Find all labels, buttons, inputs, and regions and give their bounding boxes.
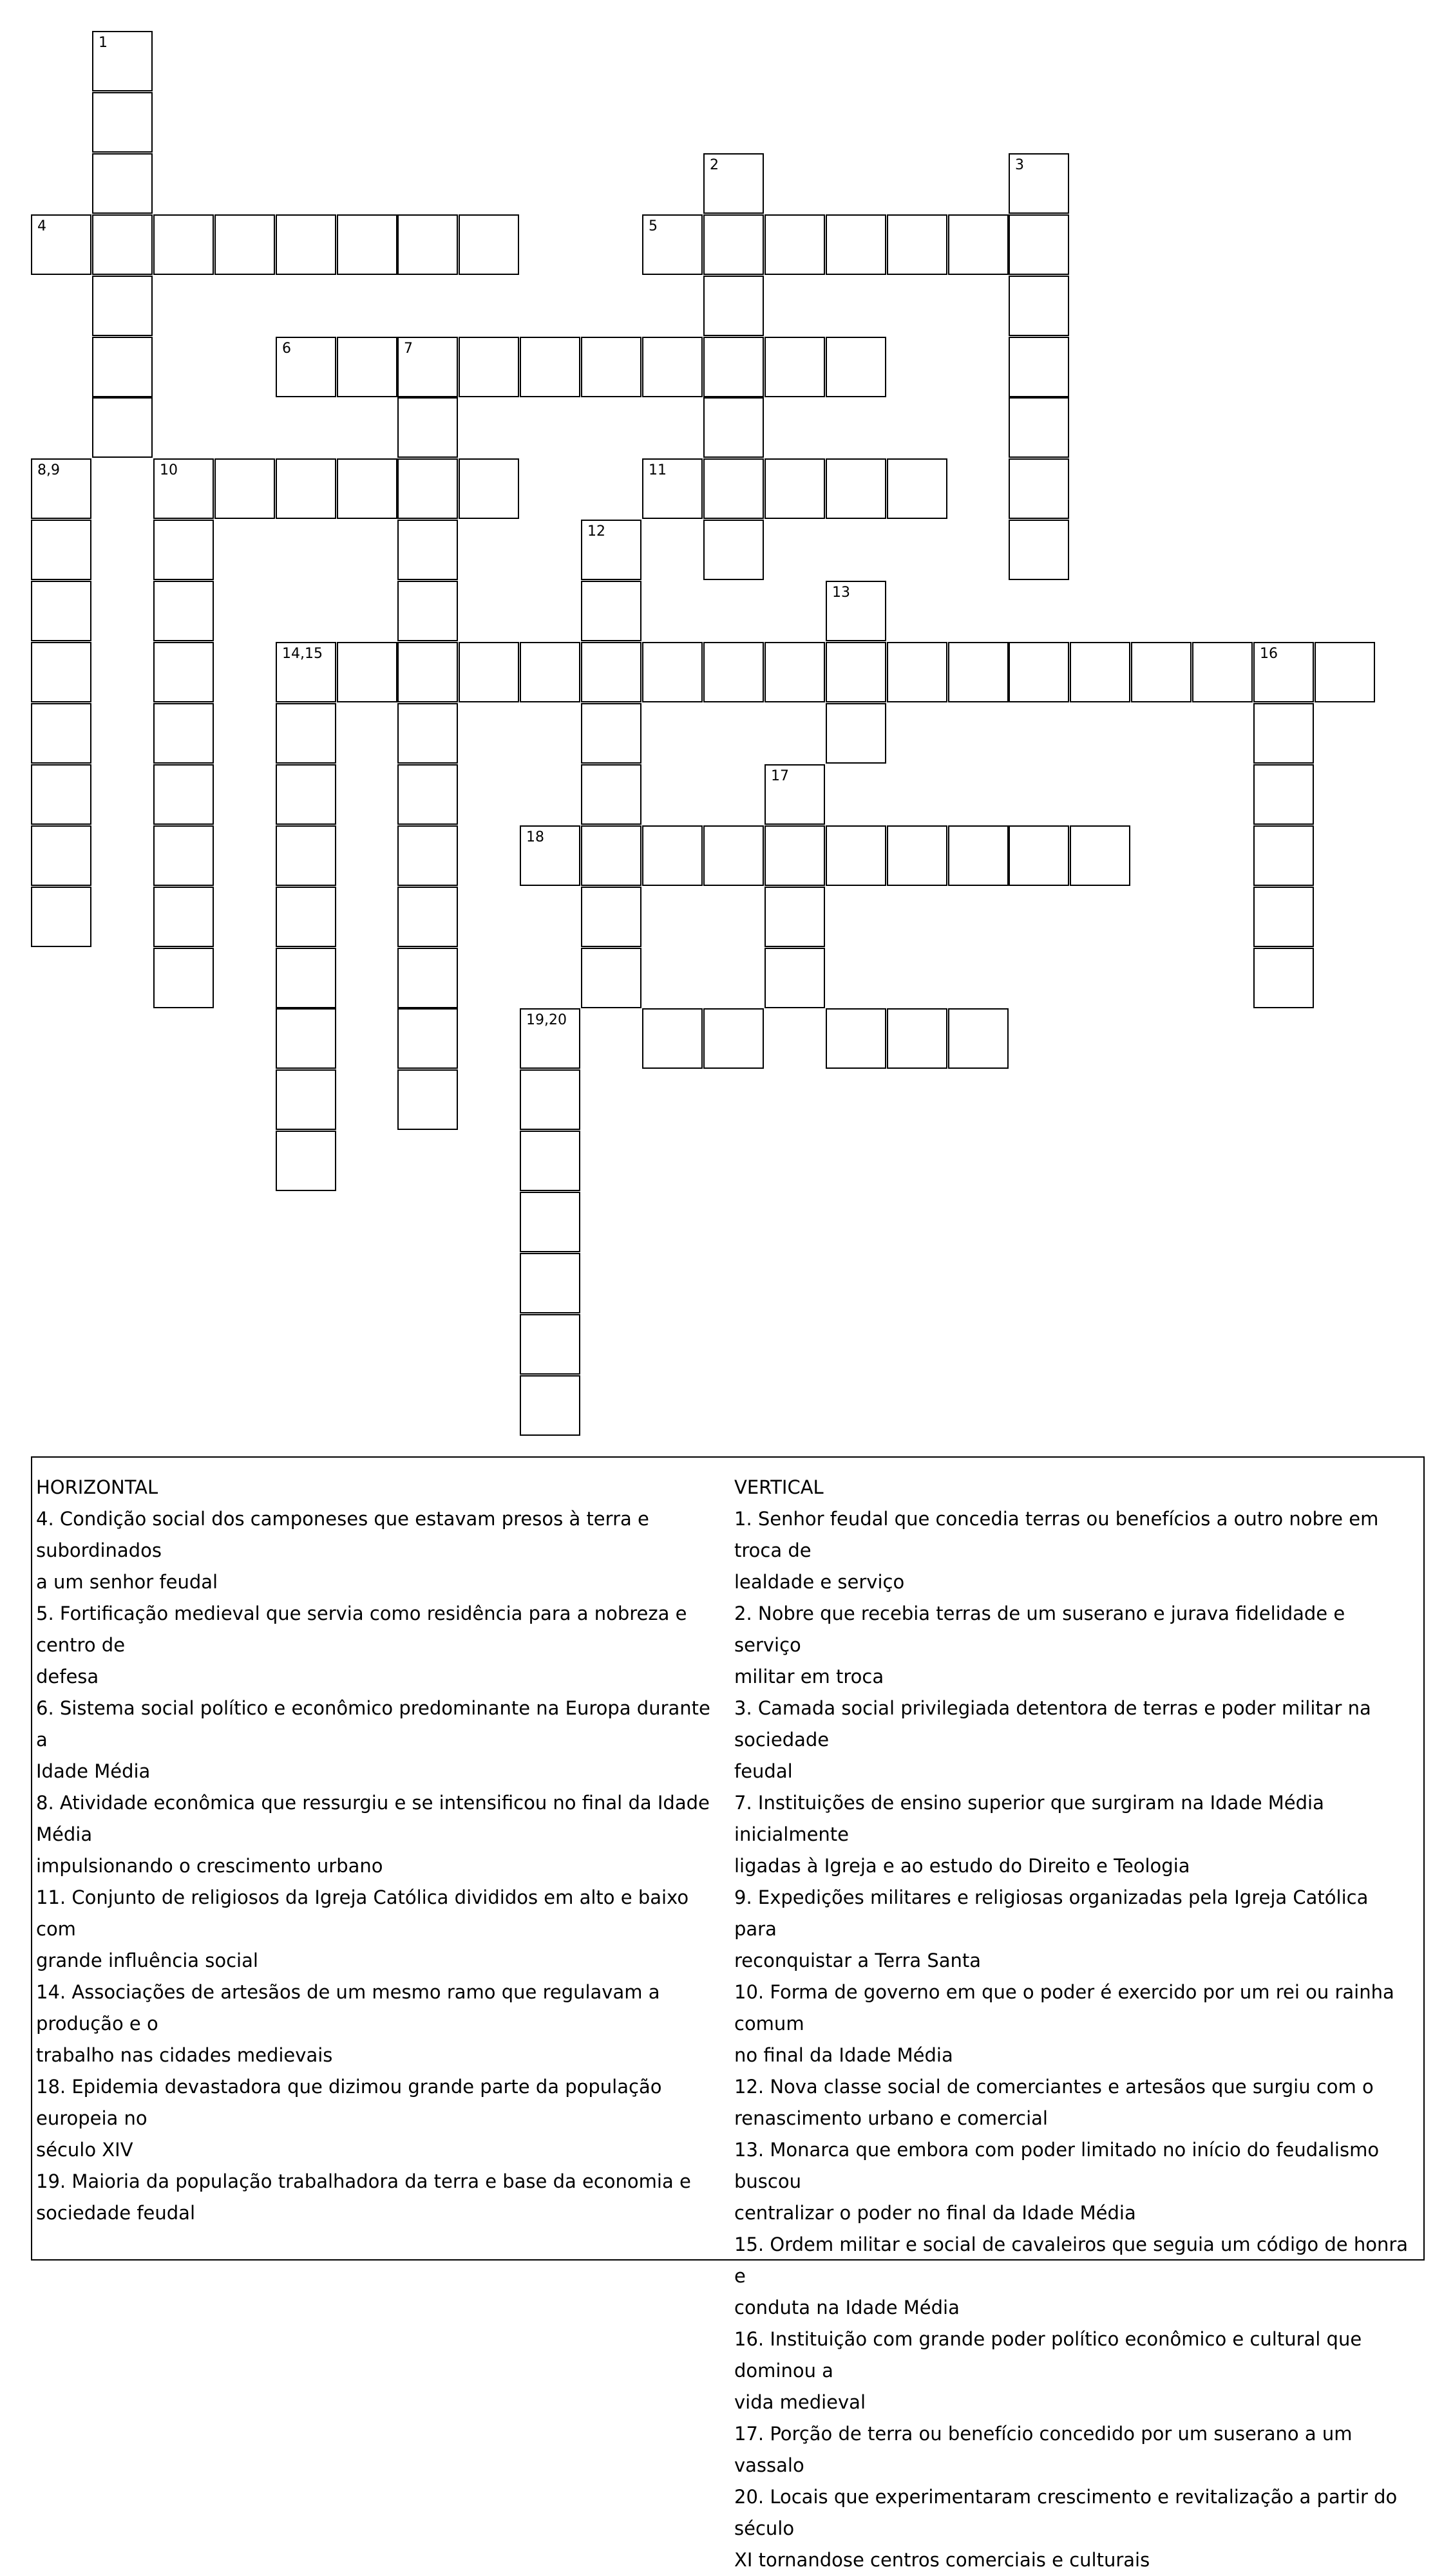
crossword-cell[interactable] xyxy=(642,642,703,702)
crossword-cell[interactable] xyxy=(764,825,825,886)
crossword-cell[interactable] xyxy=(764,948,825,1008)
clue-line: 10. Forma de governo em que o poder é exercido por um rei ou rainha comum xyxy=(734,1981,1394,2035)
crossword-cell[interactable] xyxy=(764,337,825,397)
crossword-cell[interactable] xyxy=(397,703,458,764)
crossword-cell[interactable] xyxy=(92,276,153,336)
clue-number: 4 xyxy=(37,218,46,234)
crossword-cell[interactable] xyxy=(1253,642,1314,702)
crossword-cell[interactable] xyxy=(703,276,764,336)
crossword-cell[interactable] xyxy=(459,214,519,275)
crossword-cell[interactable] xyxy=(1253,887,1314,947)
crossword-cell[interactable] xyxy=(276,764,336,825)
clue-line: centralizar o poder no final da Idade Média xyxy=(734,2202,1136,2224)
crossword-cell[interactable] xyxy=(276,703,336,764)
crossword-cell[interactable] xyxy=(92,92,153,153)
crossword-cell[interactable] xyxy=(153,520,214,580)
clue-number: 16 xyxy=(1260,646,1278,662)
crossword-cell[interactable] xyxy=(92,153,153,214)
crossword-cell[interactable] xyxy=(703,825,764,886)
crossword-cell[interactable] xyxy=(887,458,947,519)
clue-number: 17 xyxy=(771,768,789,784)
clue-line: grande influência social xyxy=(36,1950,258,1971)
clue-number: 5 xyxy=(649,218,658,234)
crossword-cell[interactable] xyxy=(31,825,91,886)
crossword-cell[interactable] xyxy=(520,1253,580,1313)
crossword-cell[interactable] xyxy=(826,214,886,275)
crossword-cell[interactable] xyxy=(520,1008,580,1069)
crossword-cell[interactable] xyxy=(887,1008,947,1069)
crossword-cell[interactable] xyxy=(276,642,336,702)
crossword-cell[interactable] xyxy=(397,642,458,702)
crossword-cell[interactable] xyxy=(214,458,275,519)
crossword-cell[interactable] xyxy=(581,642,641,702)
clue-line: 6. Sistema social político e econômico predominante na Europa durante a xyxy=(36,1697,710,1751)
crossword-cell[interactable] xyxy=(581,520,641,580)
clue-line: no final da Idade Média xyxy=(734,2044,953,2066)
crossword-cell[interactable] xyxy=(397,458,458,519)
crossword-cell[interactable] xyxy=(214,214,275,275)
crossword-cell[interactable] xyxy=(276,825,336,886)
clue-line: lealdade e serviço xyxy=(734,1571,905,1593)
crossword-cell[interactable] xyxy=(92,337,153,397)
crossword-cell[interactable] xyxy=(153,214,214,275)
crossword-cell[interactable] xyxy=(153,825,214,886)
clue-number: 8,9 xyxy=(37,462,60,478)
crossword-cell[interactable] xyxy=(642,214,703,275)
crossword-cell[interactable] xyxy=(397,825,458,886)
clue-line: século XIV xyxy=(36,2139,133,2161)
clue-line: militar em troca xyxy=(734,1666,884,1688)
crossword-cell[interactable] xyxy=(1253,764,1314,825)
crossword-cell[interactable] xyxy=(153,703,214,764)
crossword-cell[interactable] xyxy=(397,764,458,825)
crossword-cell[interactable] xyxy=(397,948,458,1008)
clue-line: 2. Nobre que recebia terras de um suserano e jurava fidelidade e serviço xyxy=(734,1603,1345,1656)
crossword-cell[interactable] xyxy=(276,948,336,1008)
clue-number: 6 xyxy=(282,341,291,357)
crossword-cell[interactable] xyxy=(31,581,91,641)
clue-line: 12. Nova classe social de comerciantes e artesãos que surgiu com o xyxy=(734,2076,1374,2098)
vertical-clues xyxy=(734,1472,1410,2576)
crossword-cell[interactable] xyxy=(703,153,764,214)
crossword-cell[interactable] xyxy=(520,337,580,397)
crossword-cell[interactable] xyxy=(642,458,703,519)
crossword-cell[interactable] xyxy=(826,703,886,764)
clue-line: 17. Porção de terra ou benefício concedido por um suserano a um vassalo xyxy=(734,2423,1353,2476)
clue-line: vida medieval xyxy=(734,2391,866,2413)
crossword-cell[interactable] xyxy=(397,397,458,458)
crossword-cell[interactable] xyxy=(520,1192,580,1252)
crossword-cell[interactable] xyxy=(31,764,91,825)
crossword-cell[interactable] xyxy=(948,214,1009,275)
crossword-cell[interactable] xyxy=(1009,337,1069,397)
crossword-cell[interactable] xyxy=(397,1069,458,1130)
crossword-cell[interactable] xyxy=(703,337,764,397)
clue-line: 15. Ordem militar e social de cavaleiros que seguia um código de honra e xyxy=(734,2233,1409,2287)
crossword-cell[interactable] xyxy=(826,642,886,702)
crossword-cell[interactable] xyxy=(1009,214,1069,275)
clue-line: trabalho nas cidades medievais xyxy=(36,2044,333,2066)
crossword-cell[interactable] xyxy=(92,397,153,458)
crossword-cell[interactable] xyxy=(153,458,214,519)
crossword-cell[interactable] xyxy=(31,214,91,275)
crossword-cell[interactable] xyxy=(520,1069,580,1130)
crossword-cell[interactable] xyxy=(948,642,1009,702)
crossword-cell[interactable] xyxy=(337,214,397,275)
crossword-cell[interactable] xyxy=(948,1008,1009,1069)
crossword-cell[interactable] xyxy=(397,520,458,580)
clue-number: 7 xyxy=(404,341,413,357)
crossword-cell[interactable] xyxy=(581,825,641,886)
crossword-cell[interactable] xyxy=(581,337,641,397)
crossword-cell[interactable] xyxy=(764,458,825,519)
crossword-cell[interactable] xyxy=(153,764,214,825)
clue-line: XI tornandose centros comerciais e culturais xyxy=(734,2549,1150,2571)
horizontal-heading: HORIZONTAL xyxy=(36,1476,158,1498)
clue-line: 18. Epidemia devastadora que dizimou grande parte da população europeia no xyxy=(36,2076,662,2129)
crossword-cell[interactable] xyxy=(764,887,825,947)
clue-line: impulsionando o crescimento urbano xyxy=(36,1855,383,1877)
clue-line: a um senhor feudal xyxy=(36,1571,218,1593)
crossword-cell[interactable] xyxy=(581,703,641,764)
crossword-cell[interactable] xyxy=(887,642,947,702)
crossword-cell[interactable] xyxy=(1009,458,1069,519)
clue-line: feudal xyxy=(734,1760,793,1782)
clue-number: 12 xyxy=(587,523,605,540)
crossword-cell[interactable] xyxy=(1192,642,1253,702)
crossword-cell[interactable] xyxy=(1253,948,1314,1008)
crossword-cell[interactable] xyxy=(92,214,153,275)
clue-line: 4. Condição social dos camponeses que estavam presos à terra e subordinados xyxy=(36,1508,649,1561)
crossword-cell[interactable] xyxy=(520,1375,580,1436)
crossword-cell[interactable] xyxy=(887,214,947,275)
crossword-cell[interactable] xyxy=(153,642,214,702)
crossword-cell[interactable] xyxy=(1009,153,1069,214)
crossword-cell[interactable] xyxy=(1009,825,1069,886)
crossword-cell[interactable] xyxy=(337,642,397,702)
clue-line: 19. Maioria da população trabalhadora da terra e base da economia e xyxy=(36,2170,691,2192)
crossword-cell[interactable] xyxy=(764,642,825,702)
crossword-cell[interactable] xyxy=(520,1314,580,1375)
clue-line: 20. Locais que experimentaram crescimento e revitalização a partir do século xyxy=(734,2486,1398,2539)
crossword-cell[interactable] xyxy=(703,214,764,275)
clue-line: 5. Fortificação medieval que servia como residência para a nobreza e centro de xyxy=(36,1603,687,1656)
crossword-cell[interactable] xyxy=(764,214,825,275)
crossword-cell[interactable] xyxy=(31,703,91,764)
crossword-cell[interactable] xyxy=(642,1008,703,1069)
clue-line: 3. Camada social privilegiada detentora de terras e poder militar na sociedade xyxy=(734,1697,1371,1751)
crossword-cell[interactable] xyxy=(703,642,764,702)
clue-number: 1 xyxy=(99,35,108,51)
crossword-cell[interactable] xyxy=(581,581,641,641)
crossword-cell[interactable] xyxy=(276,1008,336,1069)
clue-line: 9. Expedições militares e religiosas organizadas pela Igreja Católica para xyxy=(734,1886,1369,1940)
crossword-cell[interactable] xyxy=(887,825,947,886)
crossword-cell[interactable] xyxy=(337,458,397,519)
crossword-cell[interactable] xyxy=(276,887,336,947)
crossword-cell[interactable] xyxy=(153,581,214,641)
clues-box xyxy=(31,1456,1425,2571)
vertical-heading: VERTICAL xyxy=(734,1476,824,1498)
crossword-cell[interactable] xyxy=(1009,520,1069,580)
clue-number: 2 xyxy=(710,157,719,173)
crossword-cell[interactable] xyxy=(581,948,641,1008)
clue-line: defesa xyxy=(36,1666,99,1688)
clue-line: 14. Associações de artesãos de um mesmo ramo que regulavam a produção e o xyxy=(36,1981,660,2035)
crossword-cell[interactable] xyxy=(31,520,91,580)
crossword-cell[interactable] xyxy=(826,1008,886,1069)
crossword-cell[interactable] xyxy=(520,1131,580,1191)
crossword-cell[interactable] xyxy=(459,642,519,702)
crossword-cell[interactable] xyxy=(1253,703,1314,764)
crossword-cell[interactable] xyxy=(826,458,886,519)
crossword-cell[interactable] xyxy=(642,337,703,397)
crossword-cell[interactable] xyxy=(581,764,641,825)
crossword-cell[interactable] xyxy=(31,887,91,947)
crossword-cell[interactable] xyxy=(1253,825,1314,886)
crossword-cell[interactable] xyxy=(153,887,214,947)
crossword-cell[interactable] xyxy=(520,642,580,702)
horizontal-clue-list xyxy=(36,1503,712,2229)
crossword-cell[interactable] xyxy=(1131,642,1192,702)
crossword-cell[interactable] xyxy=(948,825,1009,886)
crossword-cell[interactable] xyxy=(459,458,519,519)
crossword-cell[interactable] xyxy=(397,581,458,641)
crossword-cell[interactable] xyxy=(642,825,703,886)
clue-line: 8. Atividade econômica que ressurgiu e se intensificou no final da Idade Média xyxy=(36,1792,710,1845)
crossword-cell[interactable] xyxy=(92,31,153,91)
crossword-cell[interactable] xyxy=(459,337,519,397)
vertical-clue-list xyxy=(734,1503,1410,2576)
clue-line: 1. Senhor feudal que concedia terras ou benefícios a outro nobre em troca de xyxy=(734,1508,1379,1561)
clue-line: renascimento urbano e comercial xyxy=(734,2107,1048,2129)
crossword-cell[interactable] xyxy=(703,397,764,458)
crossword-cell[interactable] xyxy=(31,458,91,519)
crossword-cell[interactable] xyxy=(520,825,580,886)
clue-line: 13. Monarca que embora com poder limitado no início do feudalismo buscou xyxy=(734,2139,1380,2192)
crossword-cell[interactable] xyxy=(276,458,336,519)
crossword-cell[interactable] xyxy=(1009,642,1069,702)
clue-number: 13 xyxy=(832,585,850,601)
crossword-cell[interactable] xyxy=(703,520,764,580)
clue-number: 18 xyxy=(526,829,544,845)
crossword-cell[interactable] xyxy=(826,581,886,641)
crossword-cell[interactable] xyxy=(764,764,825,825)
clue-number: 14,15 xyxy=(282,646,323,662)
crossword-cell[interactable] xyxy=(826,337,886,397)
crossword-cell[interactable] xyxy=(703,458,764,519)
crossword-cell[interactable] xyxy=(826,825,886,886)
crossword-cell[interactable] xyxy=(1315,642,1375,702)
crossword-cell[interactable] xyxy=(276,214,336,275)
clue-line: Idade Média xyxy=(36,1760,151,1782)
crossword-cell[interactable] xyxy=(703,1008,764,1069)
horizontal-clues xyxy=(36,1472,712,2229)
crossword-cell[interactable] xyxy=(276,337,336,397)
clue-line: conduta na Idade Média xyxy=(734,2297,960,2318)
crossword-cell[interactable] xyxy=(31,642,91,702)
crossword-cell[interactable] xyxy=(1070,825,1130,886)
crossword-cell[interactable] xyxy=(397,887,458,947)
clue-line: 16. Instituição com grande poder político econômico e cultural que dominou a xyxy=(734,2328,1362,2382)
clue-line: reconquistar a Terra Santa xyxy=(734,1950,982,1971)
crossword-cell[interactable] xyxy=(397,1008,458,1069)
crossword-cell[interactable] xyxy=(276,1069,336,1130)
crossword-cell[interactable] xyxy=(397,337,458,397)
clue-line: 11. Conjunto de religiosos da Igreja Católica divididos em alto e baixo com xyxy=(36,1886,689,1940)
crossword-cell[interactable] xyxy=(1009,397,1069,458)
crossword-cell[interactable] xyxy=(337,337,397,397)
clue-number: 11 xyxy=(649,462,667,478)
crossword-cell[interactable] xyxy=(397,214,458,275)
crossword-cell[interactable] xyxy=(1070,642,1130,702)
clue-line: 7. Instituições de ensino superior que surgiram na Idade Média inicialmente xyxy=(734,1792,1324,1845)
clue-line: ligadas à Igreja e ao estudo do Direito e Teologia xyxy=(734,1855,1190,1877)
crossword-cell[interactable] xyxy=(153,948,214,1008)
clue-number: 3 xyxy=(1015,157,1024,173)
crossword-cell[interactable] xyxy=(276,1131,336,1191)
clue-number: 10 xyxy=(160,462,178,478)
clue-line: sociedade feudal xyxy=(36,2202,196,2224)
clue-number: 19,20 xyxy=(526,1012,567,1028)
crossword-cell[interactable] xyxy=(1009,276,1069,336)
crossword-cell[interactable] xyxy=(581,887,641,947)
